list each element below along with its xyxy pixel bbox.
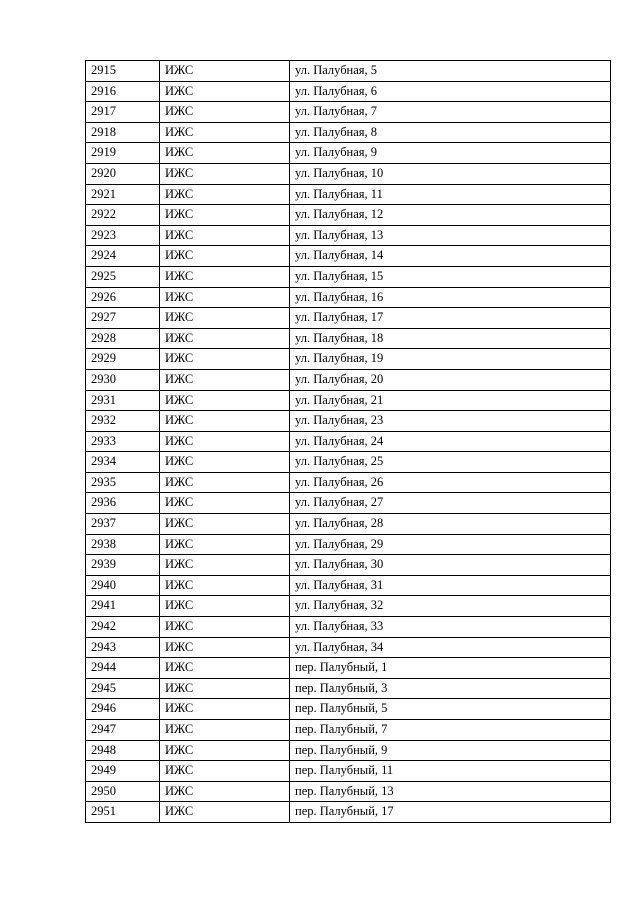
building-type-cell: ИЖС bbox=[160, 596, 290, 617]
table-row bbox=[86, 287, 611, 308]
address-cell: пер. Палубный, 5 bbox=[290, 699, 611, 720]
address-cell: ул. Палубная, 27 bbox=[290, 493, 611, 514]
address-cell: пер. Палубный, 7 bbox=[290, 720, 611, 741]
building-type-cell: ИЖС bbox=[160, 555, 290, 576]
building-type-cell: ИЖС bbox=[160, 740, 290, 761]
row-number-cell: 2936 bbox=[86, 493, 160, 514]
table-row bbox=[86, 514, 611, 535]
table-row bbox=[86, 699, 611, 720]
table-row bbox=[86, 678, 611, 699]
row-number-cell: 2922 bbox=[86, 205, 160, 226]
table-row bbox=[86, 637, 611, 658]
row-number-cell: 2924 bbox=[86, 246, 160, 267]
building-type-cell: ИЖС bbox=[160, 308, 290, 329]
address-cell: ул. Палубная, 14 bbox=[290, 246, 611, 267]
table-row bbox=[86, 246, 611, 267]
row-number-cell: 2944 bbox=[86, 658, 160, 679]
building-type-cell: ИЖС bbox=[160, 781, 290, 802]
building-type-cell: ИЖС bbox=[160, 349, 290, 370]
table-row bbox=[86, 596, 611, 617]
row-number-cell: 2941 bbox=[86, 596, 160, 617]
address-cell: ул. Палубная, 11 bbox=[290, 184, 611, 205]
row-number-cell: 2930 bbox=[86, 369, 160, 390]
row-number-cell: 2916 bbox=[86, 81, 160, 102]
table-row bbox=[86, 617, 611, 638]
row-number-cell: 2947 bbox=[86, 720, 160, 741]
building-type-cell: ИЖС bbox=[160, 122, 290, 143]
table-row bbox=[86, 143, 611, 164]
address-cell: ул. Палубная, 7 bbox=[290, 102, 611, 123]
address-cell: ул. Палубная, 25 bbox=[290, 452, 611, 473]
row-number-cell: 2918 bbox=[86, 122, 160, 143]
address-cell: ул. Палубная, 12 bbox=[290, 205, 611, 226]
address-cell: ул. Палубная, 32 bbox=[290, 596, 611, 617]
table-row bbox=[86, 802, 611, 823]
table-row bbox=[86, 349, 611, 370]
address-cell: ул. Палубная, 21 bbox=[290, 390, 611, 411]
row-number-cell: 2937 bbox=[86, 514, 160, 535]
table-row bbox=[86, 184, 611, 205]
address-cell: пер. Палубный, 1 bbox=[290, 658, 611, 679]
building-type-cell: ИЖС bbox=[160, 658, 290, 679]
row-number-cell: 2951 bbox=[86, 802, 160, 823]
registry-table-body bbox=[86, 61, 611, 823]
row-number-cell: 2928 bbox=[86, 328, 160, 349]
address-cell: ул. Палубная, 16 bbox=[290, 287, 611, 308]
table-row bbox=[86, 781, 611, 802]
table-row bbox=[86, 431, 611, 452]
table-row bbox=[86, 390, 611, 411]
table-row bbox=[86, 658, 611, 679]
building-type-cell: ИЖС bbox=[160, 637, 290, 658]
building-type-cell: ИЖС bbox=[160, 266, 290, 287]
building-type-cell: ИЖС bbox=[160, 411, 290, 432]
row-number-cell: 2934 bbox=[86, 452, 160, 473]
building-type-cell: ИЖС bbox=[160, 61, 290, 82]
address-cell: ул. Палубная, 15 bbox=[290, 266, 611, 287]
row-number-cell: 2950 bbox=[86, 781, 160, 802]
building-type-cell: ИЖС bbox=[160, 575, 290, 596]
building-type-cell: ИЖС bbox=[160, 514, 290, 535]
table-row bbox=[86, 369, 611, 390]
row-number-cell: 2939 bbox=[86, 555, 160, 576]
table-row bbox=[86, 225, 611, 246]
building-type-cell: ИЖС bbox=[160, 163, 290, 184]
row-number-cell: 2933 bbox=[86, 431, 160, 452]
table-row bbox=[86, 472, 611, 493]
building-type-cell: ИЖС bbox=[160, 431, 290, 452]
address-cell: пер. Палубный, 3 bbox=[290, 678, 611, 699]
address-cell: ул. Палубная, 13 bbox=[290, 225, 611, 246]
building-type-cell: ИЖС bbox=[160, 720, 290, 741]
table-row bbox=[86, 61, 611, 82]
building-type-cell: ИЖС bbox=[160, 761, 290, 782]
address-cell: ул. Палубная, 17 bbox=[290, 308, 611, 329]
building-type-cell: ИЖС bbox=[160, 493, 290, 514]
building-type-cell: ИЖС bbox=[160, 328, 290, 349]
row-number-cell: 2942 bbox=[86, 617, 160, 638]
table-row bbox=[86, 122, 611, 143]
table-row bbox=[86, 452, 611, 473]
building-type-cell: ИЖС bbox=[160, 287, 290, 308]
address-cell: ул. Палубная, 24 bbox=[290, 431, 611, 452]
row-number-cell: 2927 bbox=[86, 308, 160, 329]
building-type-cell: ИЖС bbox=[160, 184, 290, 205]
table-row bbox=[86, 575, 611, 596]
address-cell: пер. Палубный, 17 bbox=[290, 802, 611, 823]
row-number-cell: 2931 bbox=[86, 390, 160, 411]
table-row bbox=[86, 720, 611, 741]
row-number-cell: 2929 bbox=[86, 349, 160, 370]
table-row bbox=[86, 81, 611, 102]
address-cell: ул. Палубная, 33 bbox=[290, 617, 611, 638]
address-cell: ул. Палубная, 23 bbox=[290, 411, 611, 432]
address-cell: ул. Палубная, 30 bbox=[290, 555, 611, 576]
row-number-cell: 2923 bbox=[86, 225, 160, 246]
row-number-cell: 2917 bbox=[86, 102, 160, 123]
address-cell: ул. Палубная, 5 bbox=[290, 61, 611, 82]
row-number-cell: 2948 bbox=[86, 740, 160, 761]
building-type-cell: ИЖС bbox=[160, 472, 290, 493]
building-type-cell: ИЖС bbox=[160, 678, 290, 699]
address-cell: ул. Палубная, 34 bbox=[290, 637, 611, 658]
table-row bbox=[86, 163, 611, 184]
table-row bbox=[86, 740, 611, 761]
address-cell: ул. Палубная, 31 bbox=[290, 575, 611, 596]
building-type-cell: ИЖС bbox=[160, 246, 290, 267]
building-type-cell: ИЖС bbox=[160, 81, 290, 102]
table-row bbox=[86, 534, 611, 555]
row-number-cell: 2926 bbox=[86, 287, 160, 308]
row-number-cell: 2915 bbox=[86, 61, 160, 82]
building-type-cell: ИЖС bbox=[160, 534, 290, 555]
building-type-cell: ИЖС bbox=[160, 802, 290, 823]
row-number-cell: 2943 bbox=[86, 637, 160, 658]
address-cell: пер. Палубный, 11 bbox=[290, 761, 611, 782]
address-cell: пер. Палубный, 9 bbox=[290, 740, 611, 761]
row-number-cell: 2921 bbox=[86, 184, 160, 205]
address-cell: ул. Палубная, 20 bbox=[290, 369, 611, 390]
table-row bbox=[86, 205, 611, 226]
row-number-cell: 2919 bbox=[86, 143, 160, 164]
building-type-cell: ИЖС bbox=[160, 143, 290, 164]
row-number-cell: 2945 bbox=[86, 678, 160, 699]
table-row bbox=[86, 308, 611, 329]
building-type-cell: ИЖС bbox=[160, 102, 290, 123]
row-number-cell: 2946 bbox=[86, 699, 160, 720]
address-cell: ул. Палубная, 19 bbox=[290, 349, 611, 370]
table-row bbox=[86, 555, 611, 576]
table-row bbox=[86, 411, 611, 432]
address-cell: ул. Палубная, 28 bbox=[290, 514, 611, 535]
table-row bbox=[86, 266, 611, 287]
row-number-cell: 2940 bbox=[86, 575, 160, 596]
row-number-cell: 2949 bbox=[86, 761, 160, 782]
address-cell: ул. Палубная, 18 bbox=[290, 328, 611, 349]
table-row bbox=[86, 328, 611, 349]
row-number-cell: 2920 bbox=[86, 163, 160, 184]
row-number-cell: 2935 bbox=[86, 472, 160, 493]
address-cell: пер. Палубный, 13 bbox=[290, 781, 611, 802]
table-row bbox=[86, 102, 611, 123]
table-row bbox=[86, 493, 611, 514]
address-cell: ул. Палубная, 9 bbox=[290, 143, 611, 164]
building-type-cell: ИЖС bbox=[160, 699, 290, 720]
building-type-cell: ИЖС bbox=[160, 452, 290, 473]
building-type-cell: ИЖС bbox=[160, 390, 290, 411]
address-cell: ул. Палубная, 6 bbox=[290, 81, 611, 102]
row-number-cell: 2925 bbox=[86, 266, 160, 287]
address-cell: ул. Палубная, 29 bbox=[290, 534, 611, 555]
address-registry-table bbox=[85, 60, 611, 823]
address-cell: ул. Палубная, 10 bbox=[290, 163, 611, 184]
row-number-cell: 2938 bbox=[86, 534, 160, 555]
building-type-cell: ИЖС bbox=[160, 617, 290, 638]
building-type-cell: ИЖС bbox=[160, 205, 290, 226]
building-type-cell: ИЖС bbox=[160, 369, 290, 390]
row-number-cell: 2932 bbox=[86, 411, 160, 432]
building-type-cell: ИЖС bbox=[160, 225, 290, 246]
address-cell: ул. Палубная, 26 bbox=[290, 472, 611, 493]
table-row bbox=[86, 761, 611, 782]
address-cell: ул. Палубная, 8 bbox=[290, 122, 611, 143]
